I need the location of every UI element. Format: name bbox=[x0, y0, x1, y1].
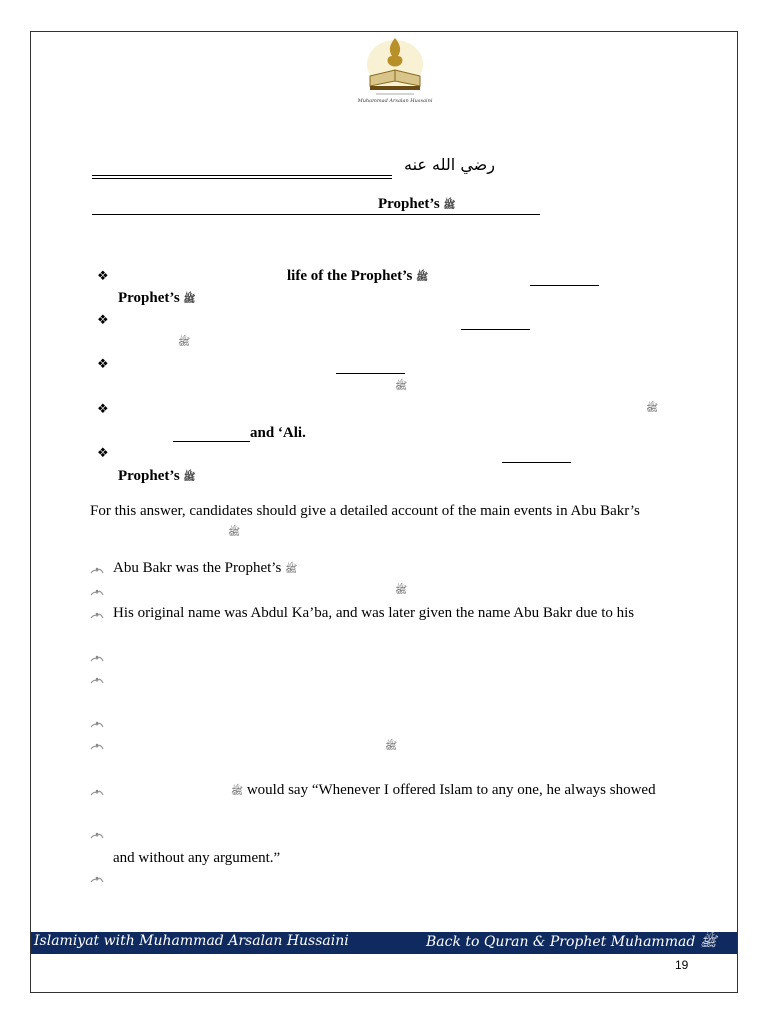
diamond-bullet-icon: ❖ bbox=[97, 312, 109, 327]
ornament-bullet-icon bbox=[90, 653, 104, 663]
blank-line bbox=[173, 441, 250, 442]
saw-symbol: ﷺ bbox=[385, 741, 398, 752]
point-8: ﷺ would say “Whenever I offered Islam to any one, he always showed bbox=[231, 782, 656, 798]
ornament-bullet-icon bbox=[90, 874, 104, 884]
point-1: Abu Bakr was the Prophet’s ﷺ bbox=[113, 560, 298, 576]
book-logo bbox=[357, 34, 433, 106]
saw-symbol: ﷺ bbox=[395, 585, 408, 596]
saw-symbol: ﷺ bbox=[395, 381, 408, 392]
subtitle: Prophet’s ﷺ bbox=[378, 196, 456, 212]
blank-line bbox=[502, 462, 571, 463]
footer-banner bbox=[31, 932, 737, 954]
ornament-bullet-icon bbox=[90, 587, 104, 597]
saw-symbol: ﷺ bbox=[178, 337, 191, 348]
page-number: 19 bbox=[675, 958, 689, 972]
diamond-bullet-icon: ❖ bbox=[97, 356, 109, 371]
bullet-4-line2: and ‘Ali. bbox=[250, 425, 306, 441]
ornament-bullet-icon bbox=[90, 741, 104, 751]
diamond-bullet-icon: ❖ bbox=[97, 445, 109, 460]
arabic-honorific: رضي الله عنه bbox=[404, 155, 495, 174]
blank-line bbox=[336, 373, 405, 374]
ornament-bullet-icon bbox=[90, 787, 104, 797]
title-rule-top bbox=[92, 175, 392, 176]
diamond-bullet-icon: ❖ bbox=[97, 401, 109, 416]
ornament-bullet-icon bbox=[90, 719, 104, 729]
intro-paragraph: For this answer, candidates should give a detailed account of the main events in Abu Bakr’s bbox=[90, 503, 640, 519]
subtitle-rule bbox=[92, 214, 540, 215]
point-3: His original name was Abdul Ka’ba, and was later given the name Abu Bakr due to his bbox=[113, 605, 635, 621]
saw-symbol: ﷺ bbox=[228, 527, 241, 538]
blank-line bbox=[530, 285, 599, 286]
logo-caption: Muhammad Arsalan Hussaini bbox=[357, 98, 433, 104]
ornament-bullet-icon bbox=[90, 830, 104, 840]
diamond-bullet-icon: ❖ bbox=[97, 268, 109, 283]
ornament-bullet-icon bbox=[90, 675, 104, 685]
ornament-bullet-icon bbox=[90, 610, 104, 620]
footer-left-text: Islamiyat with Muhammad Arsalan Hussaini bbox=[34, 933, 349, 949]
ornament-bullet-icon bbox=[90, 565, 104, 575]
continuation-line: and without any argument.” bbox=[113, 850, 281, 866]
blank-line bbox=[461, 329, 530, 330]
bullet-5-line2: Prophet’s ﷺ bbox=[118, 468, 196, 484]
saw-symbol: ﷺ bbox=[646, 403, 659, 414]
bullet-1-text: life of the Prophet’s ﷺ bbox=[287, 268, 429, 284]
footer-right-text: Back to Quran & Prophet Muhammad ﷺ bbox=[426, 934, 717, 950]
title-rule-bottom bbox=[92, 178, 392, 179]
bullet-1-line2: Prophet’s ﷺ bbox=[118, 290, 196, 306]
